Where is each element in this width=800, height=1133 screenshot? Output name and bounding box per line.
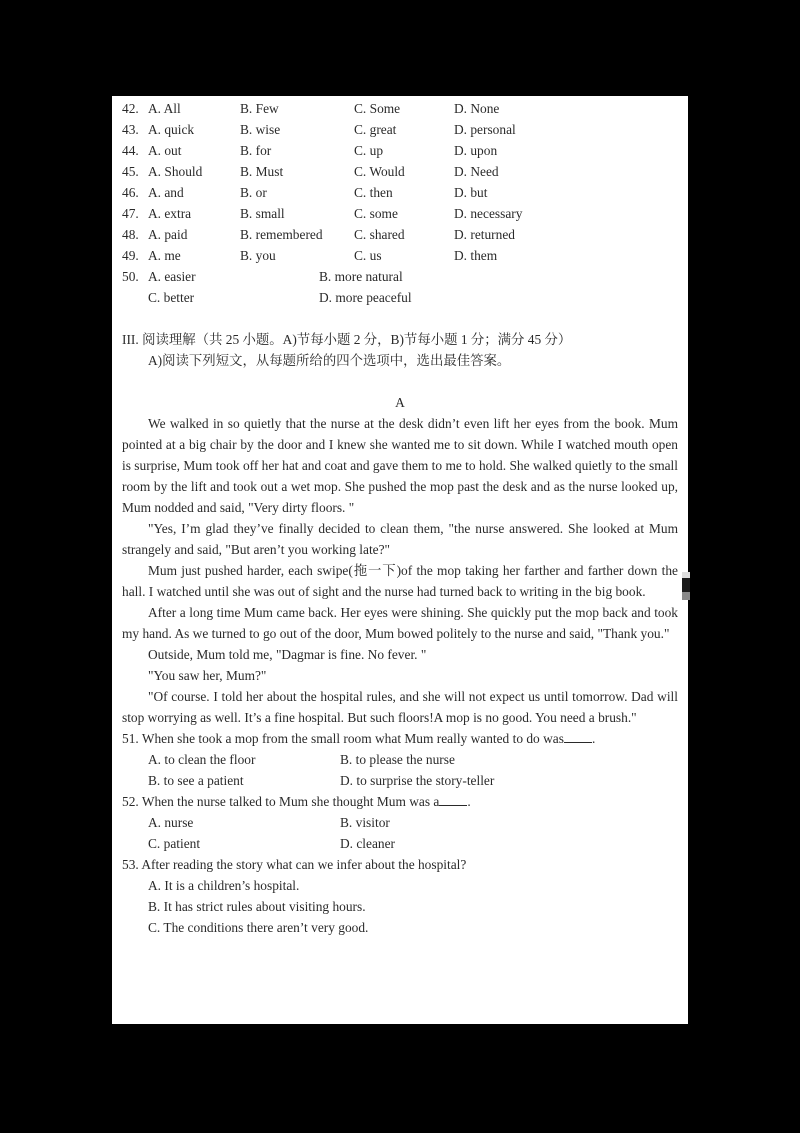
option-row-44: [122, 140, 678, 161]
option-a: A. nurse: [148, 815, 194, 830]
option-b: B. more natural: [319, 269, 403, 284]
option-c: C. The conditions there aren’t very good.: [148, 920, 369, 935]
option-c: C. patient: [148, 836, 201, 851]
option-row-48: [122, 224, 678, 245]
option-a: A. out: [148, 143, 182, 158]
question-number: 49.: [122, 248, 139, 263]
option-b: B. Few: [240, 101, 279, 116]
option-a: A. Should: [148, 164, 203, 179]
option-d: D. necessary: [454, 206, 523, 221]
option-b: B. It has strict rules about visiting hours.: [148, 899, 366, 914]
option-c: C. Some: [354, 101, 401, 116]
option-c: C. great: [354, 122, 397, 137]
option-c: C. then: [354, 185, 393, 200]
option-row-50b: [122, 287, 678, 308]
passage-body: [122, 413, 678, 728]
stem-text: 51. When she took a mop from the small room what Mum really wanted to do was: [122, 731, 564, 746]
question-number: 43.: [122, 122, 139, 137]
option-a: A. me: [148, 248, 181, 263]
option-d: D. None: [454, 101, 500, 116]
question-stem: 53. After reading the story what can we infer about the hospital?: [122, 857, 467, 872]
page-content: [122, 98, 678, 938]
option-d: D. personal: [454, 122, 516, 137]
option-c: C. some: [354, 206, 398, 221]
paragraph: After a long time Mum came back. Her eyes were shining. She quickly put the mop back and took my hand. As we turned to go out of the door, Mum bowed politely to the nurse and said, "Thank you.": [122, 605, 678, 641]
stem-end: .: [591, 731, 596, 746]
option-a: A. and: [148, 185, 184, 200]
option-row-43: [122, 119, 678, 140]
option-c: C. up: [354, 143, 384, 158]
option-b: B. small: [240, 206, 285, 221]
question-53: [122, 854, 678, 938]
question-51: [122, 728, 678, 791]
option-row-49: [122, 245, 678, 266]
option-a: A. extra: [148, 206, 192, 221]
option-c: C. shared: [354, 227, 405, 242]
option-a: A. to clean the floor: [148, 752, 256, 767]
option-b: B. visitor: [340, 815, 390, 830]
option-row-50a: [122, 266, 678, 287]
paragraph: Outside, Mum told me, "Dagmar is fine. No fever. ": [148, 647, 427, 662]
option-a: A. quick: [148, 122, 195, 137]
question-number: 47.: [122, 206, 139, 221]
option-a: A. It is a children’s hospital.: [148, 878, 300, 893]
stem-text: 52. When the nurse talked to Mum she thought Mum was a: [122, 794, 440, 809]
section-heading: III. 阅读理解（共 25 小题。A)节每小题 2 分，B)节每小题 1 分；满分 45 分）: [122, 332, 572, 347]
paragraph: Mum just pushed harder, each swipe(拖一下)of the mop taking her farther and farther down the hall. I watched until she was out of sight and the nurse had turned back to writing in the big book.: [122, 563, 678, 599]
question-number: 50.: [122, 269, 139, 284]
option-row-45: [122, 161, 678, 182]
option-b: B. you: [240, 248, 276, 263]
paragraph: "Yes, I’m glad they’ve finally decided to clean them, "the nurse answered. She looked at Mum strangely and said, "But aren’t you working late?": [122, 521, 678, 557]
paragraph: We walked in so quietly that the nurse at the desk didn’t even lift her eyes from the book. Mum pointed at a big chair by the door and I knew she wanted me to sit down. While I watched mouth open is surprise, Mum took off her hat and coat and gave them to me to hold. She walked quietly to the small room by the lift and took out a wet mop. She pushed the mop past the desk and as the nurse looked up, Mum nodded and said, "Very dirty floors. ": [122, 416, 678, 515]
option-a: A. easier: [148, 269, 196, 284]
option-row-42: [122, 98, 678, 119]
scan-artifact: [682, 592, 690, 600]
paragraph: "Of course. I told her about the hospital rules, and she will not expect us until tomorrow. Dad will stop worrying as well. It’s a fine hospital. But such floors!A mop is no good. You need a brush.": [122, 689, 678, 725]
question-stem: [122, 791, 678, 812]
option-b: B. for: [240, 143, 272, 158]
option-b: B. wise: [240, 122, 281, 137]
answer-blank: [439, 791, 467, 806]
option-d: D. Need: [454, 164, 499, 179]
option-d: D. returned: [454, 227, 515, 242]
option-c: C. better: [148, 290, 195, 305]
question-stem: [122, 728, 678, 749]
option-row: [122, 833, 678, 854]
option-row: [122, 812, 678, 833]
option-d: D. more peaceful: [319, 290, 412, 305]
option-b: B. remembered: [240, 227, 323, 242]
option-c: B. to see a patient: [148, 773, 244, 788]
option-row-46: [122, 182, 678, 203]
question-number: 46.: [122, 185, 139, 200]
exam-page: [112, 96, 688, 1024]
question-52: [122, 791, 678, 854]
cloze-options: [122, 98, 678, 308]
passage-title: A: [395, 395, 405, 410]
option-d: D. but: [454, 185, 488, 200]
option-b: B. or: [240, 185, 267, 200]
question-number: 42.: [122, 101, 139, 116]
question-number: 44.: [122, 143, 139, 158]
section-instruction: A)阅读下列短文，从每题所给的四个选项中，选出最佳答案。: [148, 353, 511, 368]
option-d: D. upon: [454, 143, 498, 158]
option-c: C. Would: [354, 164, 405, 179]
stem-end: .: [467, 794, 471, 809]
option-d: D. to surprise the story-teller: [340, 773, 495, 788]
option-row-47: [122, 203, 678, 224]
paragraph: "You saw her, Mum?": [148, 668, 267, 683]
option-d: D. cleaner: [340, 836, 396, 851]
question-number: 48.: [122, 227, 139, 242]
option-d: D. them: [454, 248, 498, 263]
option-row: [122, 749, 678, 770]
question-number: 45.: [122, 164, 139, 179]
option-a: A. All: [148, 101, 181, 116]
option-row: [122, 770, 678, 791]
option-b: B. to please the nurse: [340, 752, 455, 767]
option-c: C. us: [354, 248, 382, 263]
answer-blank: [564, 728, 592, 743]
option-a: A. paid: [148, 227, 188, 242]
option-b: B. Must: [240, 164, 284, 179]
